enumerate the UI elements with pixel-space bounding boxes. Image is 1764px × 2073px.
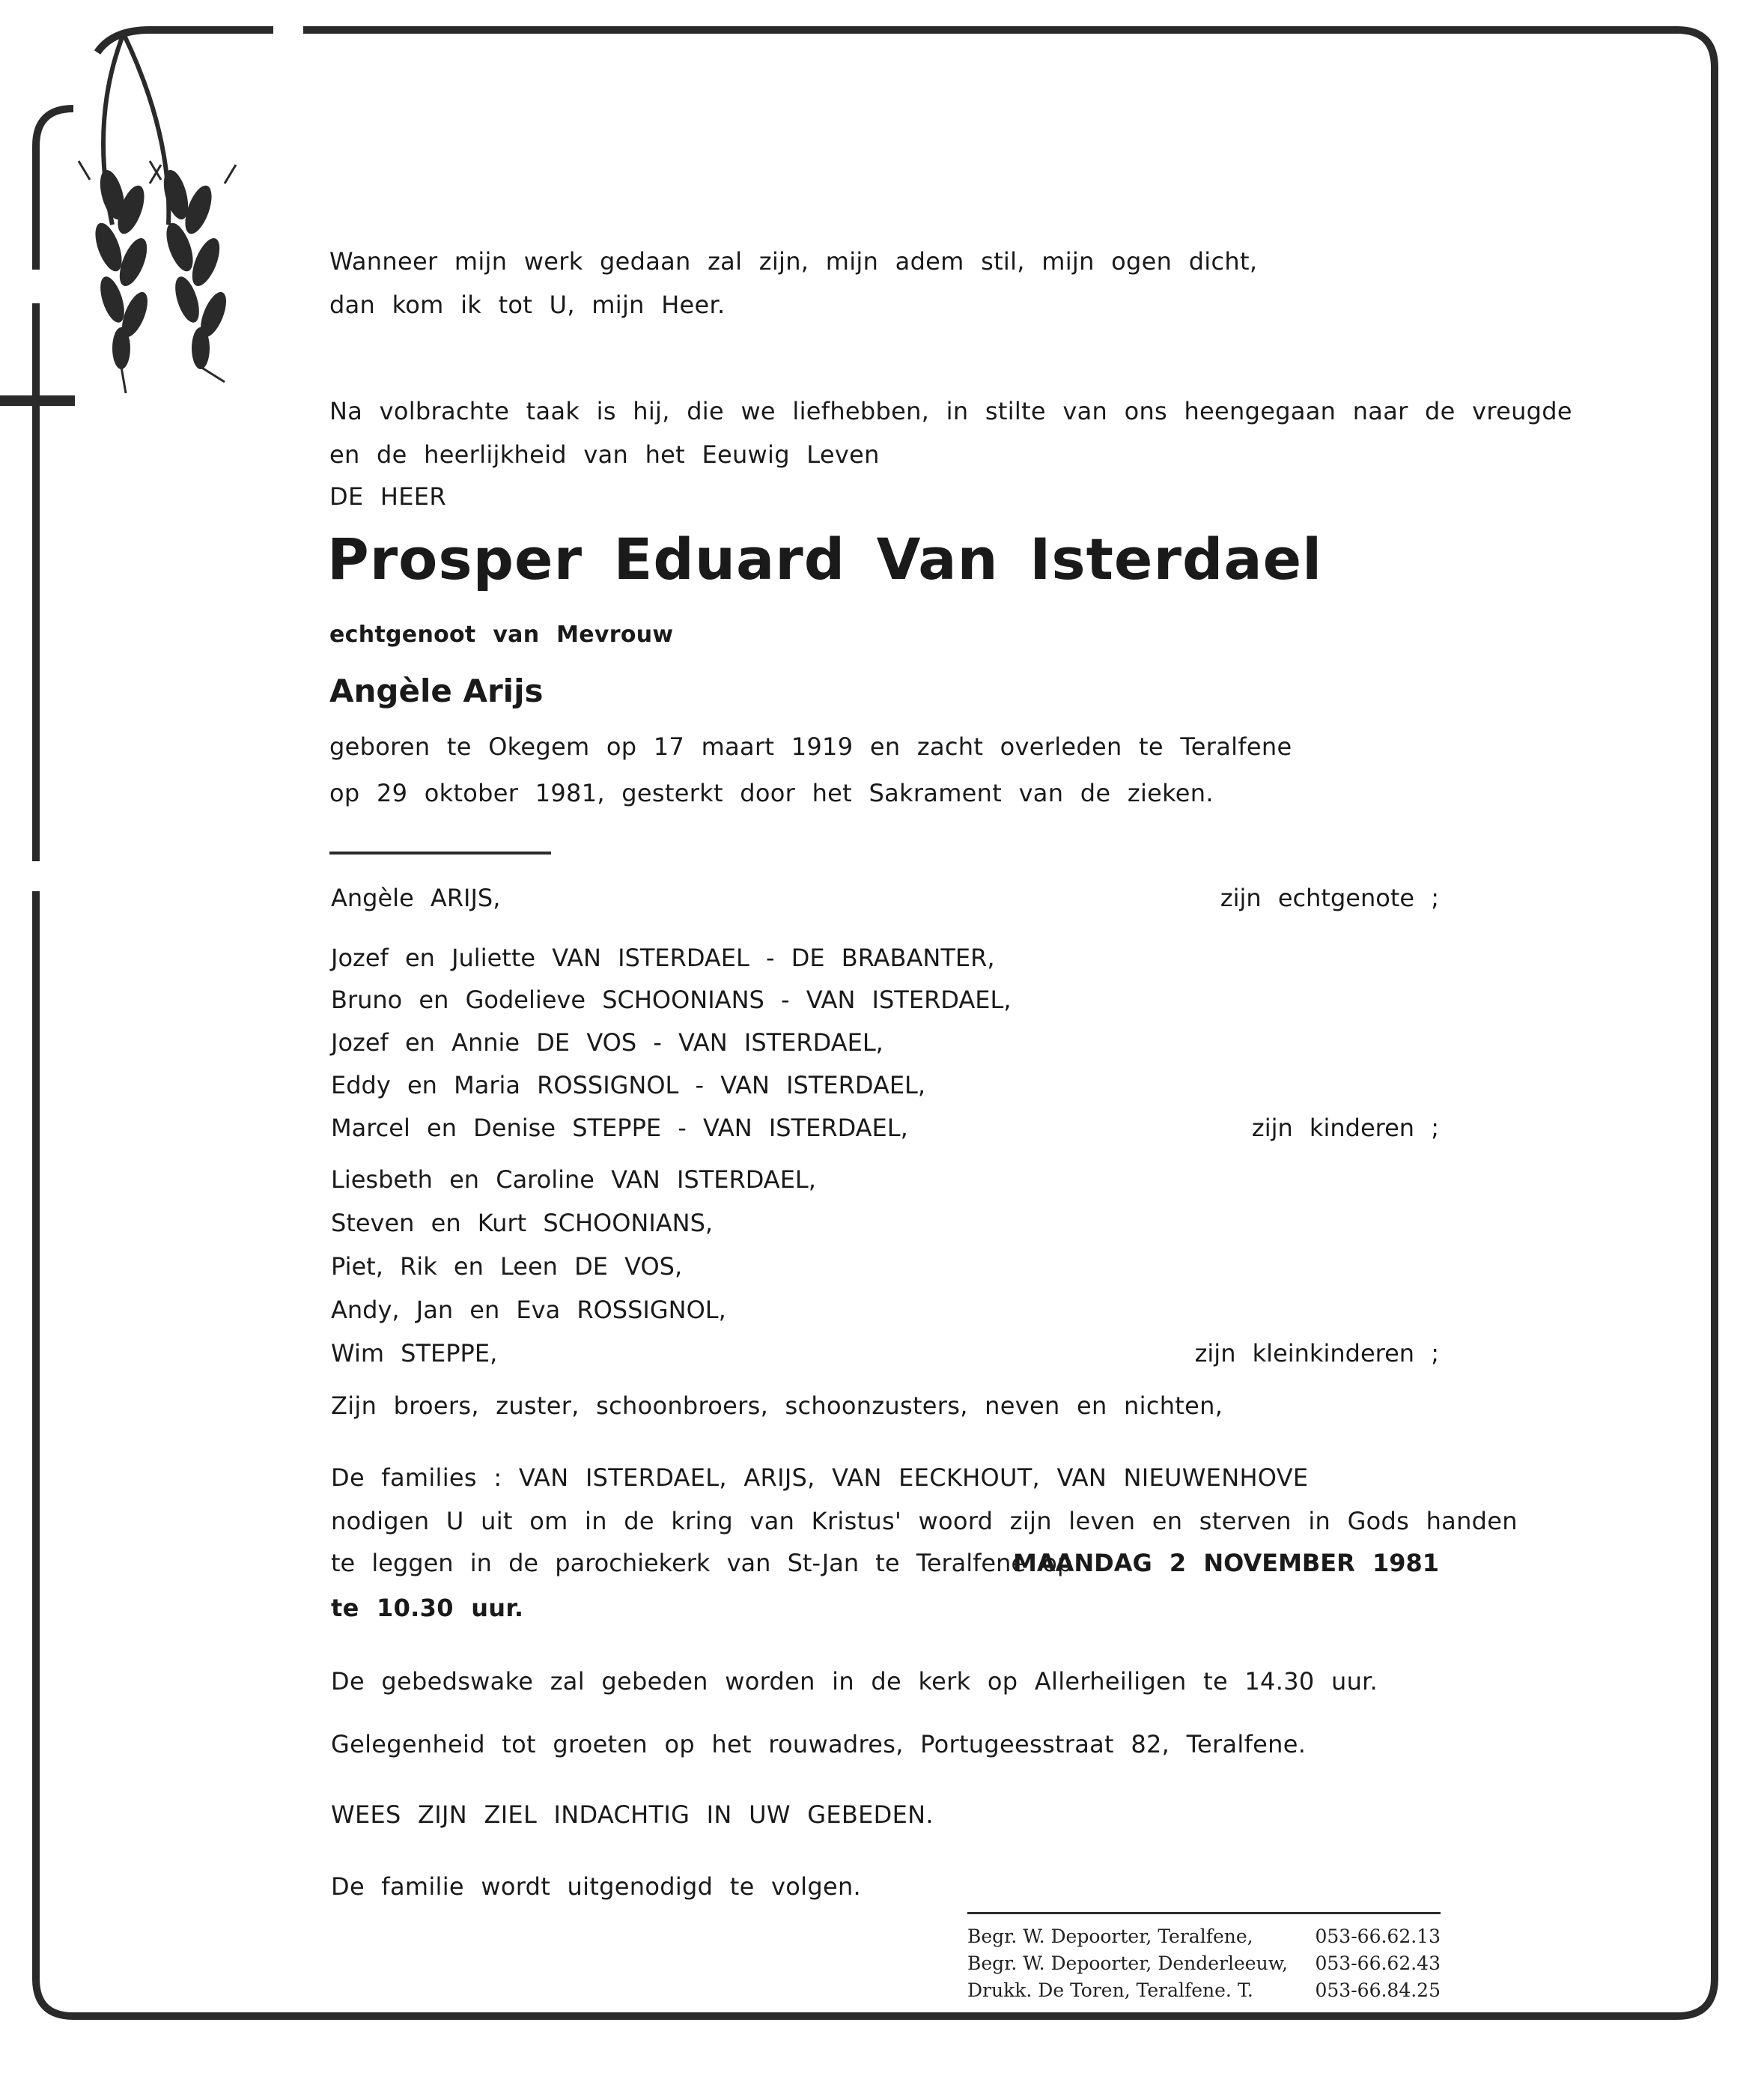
mourner-spouse-role: zijn echtgenote ;	[1220, 884, 1439, 912]
relatives-line: Zijn broers, zuster, schoonbroers, schoonzusters, neven en nichten,	[331, 1391, 1223, 1420]
invitation-line-3	[331, 1549, 1439, 1582]
invitation-line-2: nodigen U uit om in de kring van Kristus' woord zijn leven en sterven in Gods handen	[331, 1507, 1518, 1535]
spouse-intro: echtgenoot van Mevrouw	[329, 622, 674, 648]
credit-row: Begr. W. Depoorter, Denderleeuw, 053-66.62.43	[967, 1952, 1441, 1974]
child-name: Eddy en Maria ROSSIGNOL - VAN ISTERDAEL,	[331, 1071, 926, 1099]
child-row	[331, 1071, 1439, 1104]
grandchild-row	[331, 1339, 1439, 1372]
grandchildren-role: zijn kleinkinderen ;	[1194, 1339, 1439, 1368]
children-role: zijn kinderen ;	[1251, 1114, 1439, 1142]
vigil-line: De gebedswake zal gebeden worden in de kerk op Allerheiligen te 14.30 uur.	[331, 1667, 1378, 1696]
visit-line: Gelegenheid tot groeten op het rouwadres, Portugeesstraat 82, Teralfene.	[331, 1730, 1307, 1758]
child-row	[331, 1028, 1439, 1061]
intro-line-3: DE HEER	[329, 482, 446, 511]
child-name: Bruno en Godelieve SCHOONIANS - VAN ISTERDAEL,	[331, 986, 1012, 1014]
grandchild-name: Wim STEPPE,	[331, 1339, 498, 1368]
divider	[329, 852, 551, 855]
prayer-line: WEES ZIJN ZIEL INDACHTIG IN UW GEBEDEN.	[331, 1800, 934, 1829]
poem-line-1: Wanneer mijn werk gedaan zal zijn, mijn adem stil, mijn ogen dicht,	[329, 247, 1258, 276]
mourner-spouse-name: Angèle ARIJS,	[331, 884, 501, 912]
child-name: Jozef en Juliette VAN ISTERDAEL - DE BRABANTER,	[331, 944, 995, 972]
follow-line: De familie wordt uitgenodigd te volgen.	[331, 1872, 861, 1901]
invitation-line-1: De families : VAN ISTERDAEL, ARIJS, VAN EECKHOUT, VAN NIEUWENHOVE	[331, 1463, 1309, 1492]
grandchild-name: Liesbeth en Caroline VAN ISTERDAEL,	[331, 1165, 816, 1194]
spouse-name: Angèle Arijs	[329, 673, 544, 709]
mourner-spouse-row	[331, 884, 1439, 917]
birth-line: geboren te Okegem op 17 maart 1919 en zacht overleden te Teralfene	[329, 732, 1292, 761]
intro-line-1: Na volbrachte taak is hij, die we liefhebben, in stilte van ons heengegaan naar de vreugde	[329, 397, 1572, 425]
grandchild-row	[331, 1296, 1439, 1329]
poem-line-2: dan kom ik tot U, mijn Heer.	[329, 291, 726, 319]
funeral-time: te 10.30 uur.	[331, 1594, 524, 1622]
funeral-date: MAANDAG 2 NOVEMBER 1981	[1013, 1549, 1439, 1577]
child-row	[331, 986, 1439, 1019]
invitation-line-3-text: te leggen in de parochiekerk van St-Jan te Teralfene op	[331, 1549, 1073, 1577]
child-name: Marcel en Denise STEPPE - VAN ISTERDAEL,	[331, 1114, 908, 1142]
credit-row: Begr. W. Depoorter, Teralfene, 053-66.62.13	[967, 1925, 1441, 1947]
credits-rule	[967, 1912, 1441, 1914]
grandchild-row	[331, 1252, 1439, 1285]
cross-bar	[0, 395, 75, 406]
grandchild-row	[331, 1165, 1439, 1198]
grandchild-row	[331, 1209, 1439, 1242]
child-name: Jozef en Annie DE VOS - VAN ISTERDAEL,	[331, 1028, 883, 1057]
grandchild-name: Steven en Kurt SCHOONIANS,	[331, 1209, 714, 1237]
printer-credits	[967, 1923, 1441, 2004]
child-row	[331, 1114, 1439, 1147]
death-line: op 29 oktober 1981, gesterkt door het Sakrament van de zieken.	[329, 779, 1214, 807]
grandchild-name: Andy, Jan en Eva ROSSIGNOL,	[331, 1296, 726, 1324]
credit-row: Drukk. De Toren, Teralfene. T. 053-66.84.25	[967, 1979, 1441, 2001]
intro-line-2: en de heerlijkheid van het Eeuwig Leven	[329, 440, 880, 469]
child-row	[331, 944, 1439, 977]
deceased-name: Prosper Eduard Van Isterdael	[327, 526, 1323, 592]
grandchild-name: Piet, Rik en Leen DE VOS,	[331, 1252, 683, 1281]
